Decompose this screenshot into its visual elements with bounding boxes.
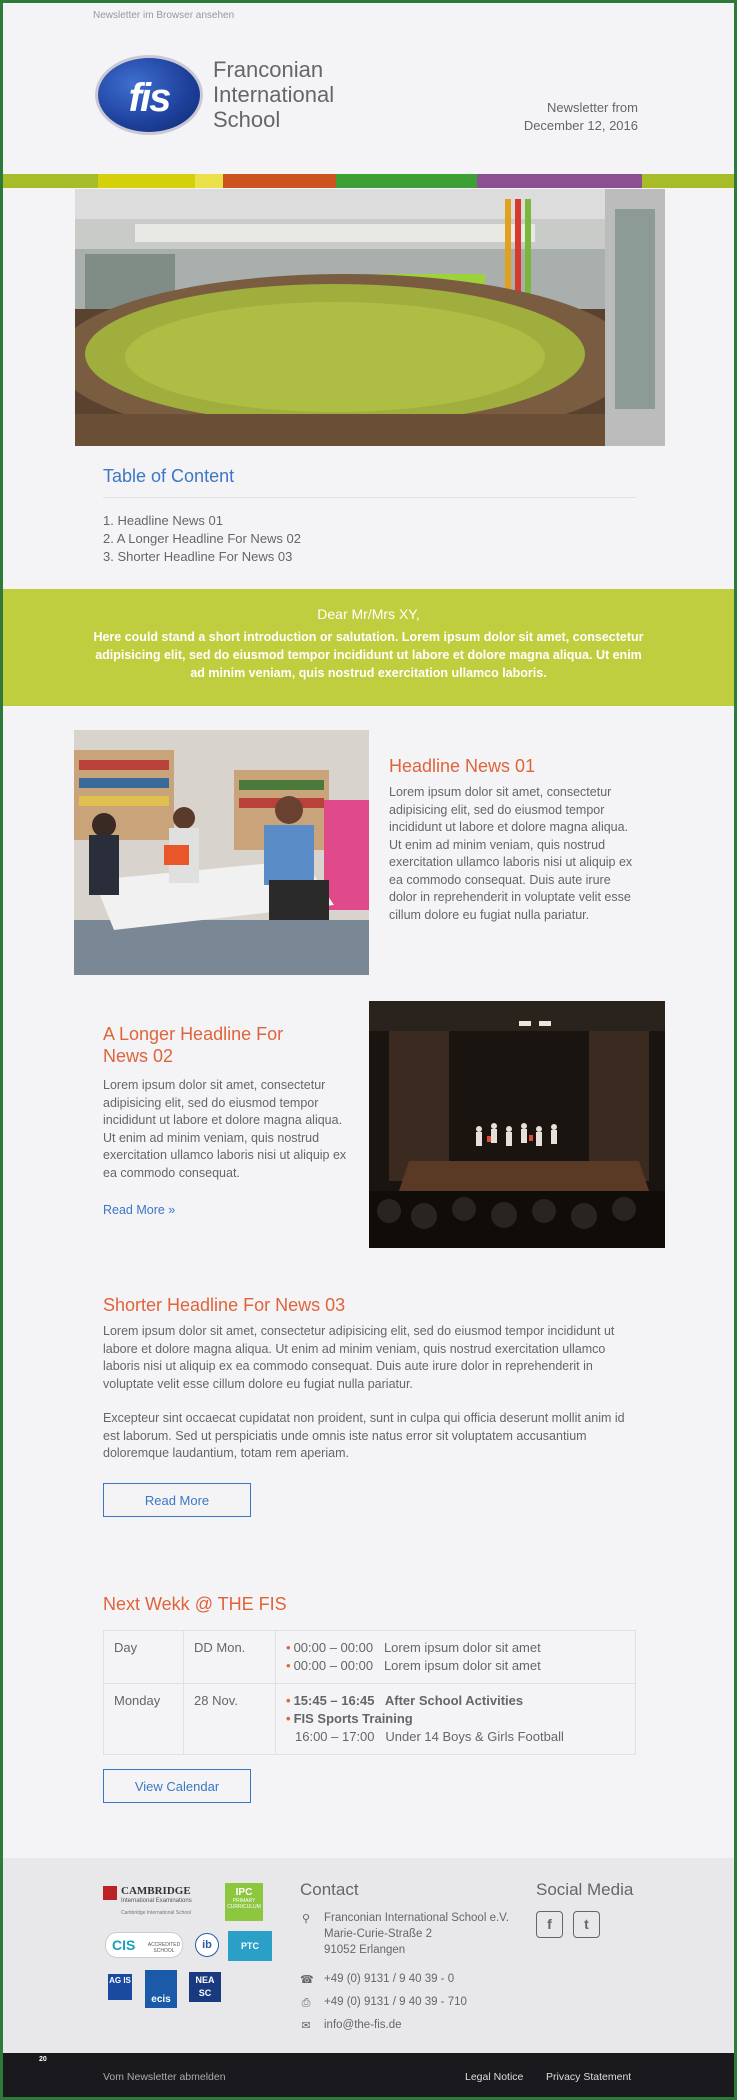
footer <box>3 1858 734 2053</box>
calendar-events <box>276 1631 636 1684</box>
stripe-6 <box>477 174 642 188</box>
contact-email[interactable]: info@the-fis.de <box>324 2019 402 2031</box>
contact-fax: +49 (0) 9131 / 9 40 39 - 710 <box>324 1996 467 2008</box>
cambridge-name: CAMBRIDGE <box>121 1885 191 1897</box>
news3-body-paragraph-2: Excepteur sint occaecat cupidatat non proident, sunt in culpa qui officia deserunt mollit anim id est laborum. Sed ut perspiciatis unde omnis iste natus error sit voluptatem accusantium doloremque laudantium, totam rem aperiam. <box>103 1411 625 1460</box>
greeting-banner <box>3 589 734 706</box>
ipc-badge[interactable] <box>225 1883 263 1921</box>
newsletter-from-label: Newsletter from <box>546 100 638 115</box>
address-line-3: 91052 Erlangen <box>324 1944 406 1956</box>
calendar-event <box>286 1710 625 1728</box>
calendar-event <box>286 1692 625 1710</box>
calendar-date: 28 Nov. <box>184 1684 276 1755</box>
contact-title: Contact <box>300 1880 359 1899</box>
cambridge-subtitle: International Examinations <box>121 1898 192 1904</box>
event-title: FIS Sports Training <box>293 1711 413 1726</box>
social-media-title: Social Media <box>536 1880 634 1899</box>
stripe-7 <box>642 174 734 188</box>
calendar-day: Monday <box>104 1684 184 1755</box>
calendar-row <box>104 1684 636 1755</box>
event-time: 15:45 – 16:45 <box>293 1693 375 1708</box>
bullet-icon: • <box>286 1693 291 1708</box>
toc-item-2[interactable]: 2. A Longer Headline For News 02 <box>103 531 302 546</box>
calendar-event <box>286 1728 625 1746</box>
event-text: Lorem ipsum dolor sit amet <box>383 1640 541 1655</box>
fis-logo-mark <box>95 55 203 135</box>
stripe-3 <box>195 174 223 188</box>
event-text: Lorem ipsum dolor sit amet <box>383 1658 541 1673</box>
bottom-bar <box>3 2053 734 2097</box>
news1-library-photo <box>74 730 369 975</box>
cambridge-crest-icon <box>103 1886 117 1900</box>
privacy-statement-link[interactable]: Privacy Statement <box>546 2071 632 2083</box>
cambridge-badge[interactable] <box>103 1884 203 1920</box>
twitter-icon[interactable]: t <box>573 1911 600 1938</box>
bullet-icon: • <box>286 1658 291 1673</box>
calendar-table <box>103 1630 636 1755</box>
cis-name: CIS <box>112 1937 136 1953</box>
toc-item-3[interactable]: 3. Shorter Headline For News 03 <box>103 549 293 564</box>
event-time: 00:00 – 00:00 <box>293 1640 374 1655</box>
contact-address <box>324 1910 509 1958</box>
newsletter-page <box>3 3 734 2097</box>
toc-divider <box>103 497 636 498</box>
calendar-events <box>276 1684 636 1755</box>
cis-subtitle: ACCREDITED SCHOOL <box>147 1942 181 1954</box>
event-text: Under 14 Boys & Girls Football <box>385 1729 564 1744</box>
logo-mark-text: fis <box>128 76 170 120</box>
news1-body: Lorem ipsum dolor sit amet, consectetur adipisicing elit, sed do eiusmod tempor incididunt ut labore et dolore magna aliqua. Ut enim ad minim veniam, quis nostrud exercitation ullamco laboris nisi ut aliquip ex ea commodo consequat. Duis aute irure dolor in reprehenderit in voluptate velit esse cillum dolore eu fugiat nulla pariatur. <box>389 785 633 922</box>
view-in-browser-link[interactable]: Newsletter im Browser ansehen <box>93 10 235 21</box>
cis-badge[interactable] <box>105 1932 183 1958</box>
address-line-2: Marie-Curie-Straße 2 <box>324 1928 432 1940</box>
newsletter-date-block <box>524 99 638 135</box>
news2-stage-photo <box>369 1001 665 1248</box>
school-name-line3: School <box>213 107 281 132</box>
calendar-date: DD Mon. <box>184 1631 276 1684</box>
cambridge-subtitle-2: Cambridge International School <box>121 1910 192 1916</box>
news2-read-more-link[interactable]: Read More » <box>103 1203 176 1217</box>
calendar-row <box>104 1631 636 1684</box>
ib-badge[interactable]: ib <box>195 1933 219 1957</box>
stripe-2 <box>98 174 195 188</box>
greeting-salutation: Dear Mr/Mrs XY, <box>317 606 420 622</box>
toc-list <box>103 512 301 566</box>
event-time: 00:00 – 00:00 <box>293 1658 374 1673</box>
school-name-line2: International <box>213 82 335 107</box>
news1-title[interactable]: Headline News 01 <box>389 756 536 776</box>
legal-notice-link[interactable]: Legal Notice <box>465 2071 524 2083</box>
calendar-title: Next Wekk @ THE FIS <box>103 1594 287 1614</box>
news2-title[interactable]: A Longer Headline For News 02 <box>103 1024 284 1066</box>
ecis-badge[interactable]: ecis <box>145 1970 177 2008</box>
contact-phone[interactable]: +49 (0) 9131 / 9 40 39 - 0 <box>324 1973 455 1985</box>
stripe-1 <box>3 174 98 188</box>
facebook-icon[interactable]: f <box>536 1911 563 1938</box>
news3-title[interactable]: Shorter Headline For News 03 <box>103 1295 346 1315</box>
calendar-event <box>286 1639 625 1657</box>
location-pin-icon: ⚲ <box>301 1913 311 1925</box>
school-name <box>213 57 334 132</box>
bullet-icon: • <box>286 1640 291 1655</box>
view-calendar-button[interactable]: View Calendar <box>103 1769 251 1803</box>
news2-body: Lorem ipsum dolor sit amet, consectetur adipisicing elit, sed do eiusmod tempor incididunt ut labore et dolore magna aliqua. Ut enim ad minim veniam, quis nostrud exercitation ullamco laboris nisi ut aliquip ex ea commodo consequat. <box>103 1078 347 1180</box>
neasc-badge[interactable]: NEA SC <box>189 1972 221 2002</box>
school-logo[interactable] <box>95 51 365 141</box>
stripe-4 <box>223 174 336 188</box>
bullet-icon: • <box>286 1711 291 1726</box>
ipc-name: IPC <box>235 1887 253 1898</box>
unsubscribe-link[interactable]: Vom Newsletter abmelden <box>103 2071 226 2083</box>
color-stripe-bar <box>3 174 734 188</box>
toc-title: Table of Content <box>103 466 235 486</box>
toc-item-1[interactable]: 1. Headline News 01 <box>103 513 223 528</box>
agis-badge[interactable]: AG IS <box>108 1974 132 2000</box>
address-line-1: Franconian International School e.V. <box>324 1912 509 1924</box>
ptc-badge[interactable]: PTC <box>228 1931 272 1961</box>
stripe-5 <box>336 174 477 188</box>
calendar-event <box>286 1657 625 1675</box>
school-name-line1: Franconian <box>213 57 324 82</box>
hero-atrium-image <box>75 189 665 446</box>
ipc-subtitle: PRIMARY CURRICULUM <box>227 1898 261 1910</box>
phone-icon: ☎ <box>300 1974 314 1986</box>
page-badge-number: 20 <box>39 2056 47 2063</box>
event-text: After School Activities <box>384 1693 524 1708</box>
greeting-text: Here could stand a short introduction or salutation. Lorem ipsum dolor sit amet, consectetur adipisicing elit, sed do eiusmod tempor incididunt ut labore et dolore magna aliqua. Ut enim ad minim veniam, quis nostrud exercitation ullamco laboris. <box>93 630 644 680</box>
newsletter-date: December 12, 2016 <box>523 118 638 133</box>
calendar-day: Day <box>104 1631 184 1684</box>
email-icon: ✉ <box>301 2020 311 2032</box>
news3-read-more-button[interactable]: Read More <box>103 1483 251 1517</box>
fax-icon: ⎙ <box>301 1997 311 2009</box>
news3-body-paragraph-1: Lorem ipsum dolor sit amet, consectetur adipisicing elit, sed do eiusmod tempor incididunt ut labore et dolore magna aliqua. Ut enim ad minim veniam, quis nostrud exercitation ullamco laboris nisi ut aliquip ex ea commodo consequat. Duis aute irure dolor in reprehenderit in voluptate velit esse cillum dolore eu fugiat nulla pariatur. <box>103 1324 615 1391</box>
event-time: 16:00 – 17:00 <box>295 1729 375 1744</box>
